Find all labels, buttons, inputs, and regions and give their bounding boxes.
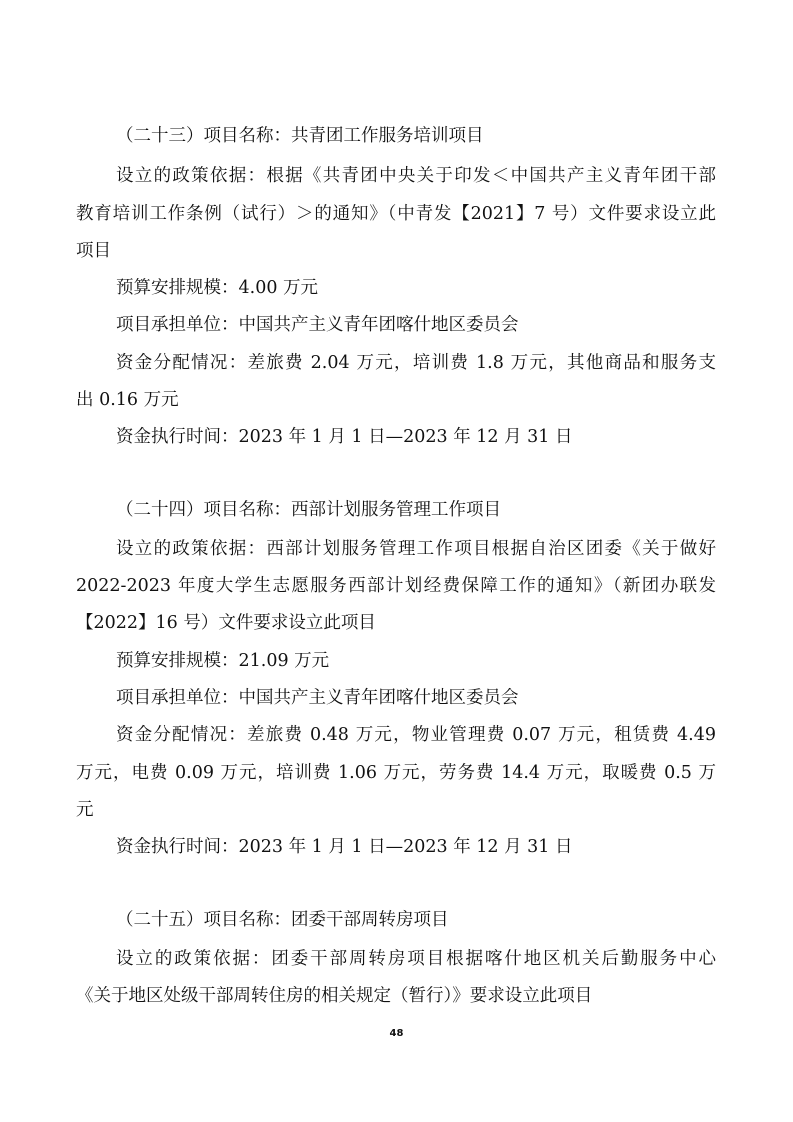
section-24-heading: （二十四）项目名称：西部计划服务管理工作项目 xyxy=(116,500,501,520)
section-24-basis-line-2: 2022-2023 年度大学生志愿服务西部计划经费保障工作的通知》（新团办联发 xyxy=(76,576,716,596)
section-23-budget: 预算安排规模：4.00 万元 xyxy=(116,278,319,298)
section-24-basis-line-1: 设立的政策依据：西部计划服务管理工作项目根据自治区团委《关于做好 xyxy=(116,539,716,559)
section-23-period: 资金执行时间：2023 年 1 月 1 日—2023 年 12 月 31 日 xyxy=(116,427,573,447)
section-23-basis-line-2: 教育培训工作条例（试行）＞的通知》（中青发【2021】7 号）文件要求设立此 xyxy=(76,204,716,224)
section-24-allocation-line-1: 资金分配情况：差旅费 0.48 万元，物业管理费 0.07 万元，租赁费 4.49 xyxy=(116,725,716,745)
section-23-unit: 项目承担单位：中国共产主义青年团喀什地区委员会 xyxy=(116,315,519,335)
section-24-period: 资金执行时间：2023 年 1 月 1 日—2023 年 12 月 31 日 xyxy=(116,837,573,857)
section-24-allocation-line-2: 万元，电费 0.09 万元，培训费 1.06 万元，劳务费 14.4 万元，取暖费 0.5 万 xyxy=(76,763,716,783)
section-23-basis-line-3: 项目 xyxy=(76,241,111,261)
section-23-allocation-line-1: 资金分配情况：差旅费 2.04 万元，培训费 1.8 万元，其他商品和服务支 xyxy=(116,353,716,373)
section-24-budget: 预算安排规模：21.09 万元 xyxy=(116,651,330,671)
section-23-basis-line-1: 设立的政策依据：根据《共青团中央关于印发＜中国共产主义青年团干部 xyxy=(116,166,716,186)
section-25-heading: （二十五）项目名称：团委干部周转房项目 xyxy=(116,910,449,930)
section-23-heading: （二十三）项目名称：共青团工作服务培训项目 xyxy=(116,126,484,146)
section-24-allocation-line-3: 元 xyxy=(76,800,94,820)
page-number: 48 xyxy=(389,1028,404,1039)
section-23-allocation-line-2: 出 0.16 万元 xyxy=(76,390,179,410)
section-25-basis-line-1: 设立的政策依据：团委干部周转房项目根据喀什地区机关后勤服务中心 xyxy=(116,949,716,969)
section-24-basis-line-3: 【2022】16 号）文件要求设立此项目 xyxy=(76,613,376,633)
section-24-unit: 项目承担单位：中国共产主义青年团喀什地区委员会 xyxy=(116,688,519,708)
section-25-basis-line-2: 《关于地区处级干部周转住房的相关规定（暂行）》要求设立此项目 xyxy=(76,986,593,1006)
